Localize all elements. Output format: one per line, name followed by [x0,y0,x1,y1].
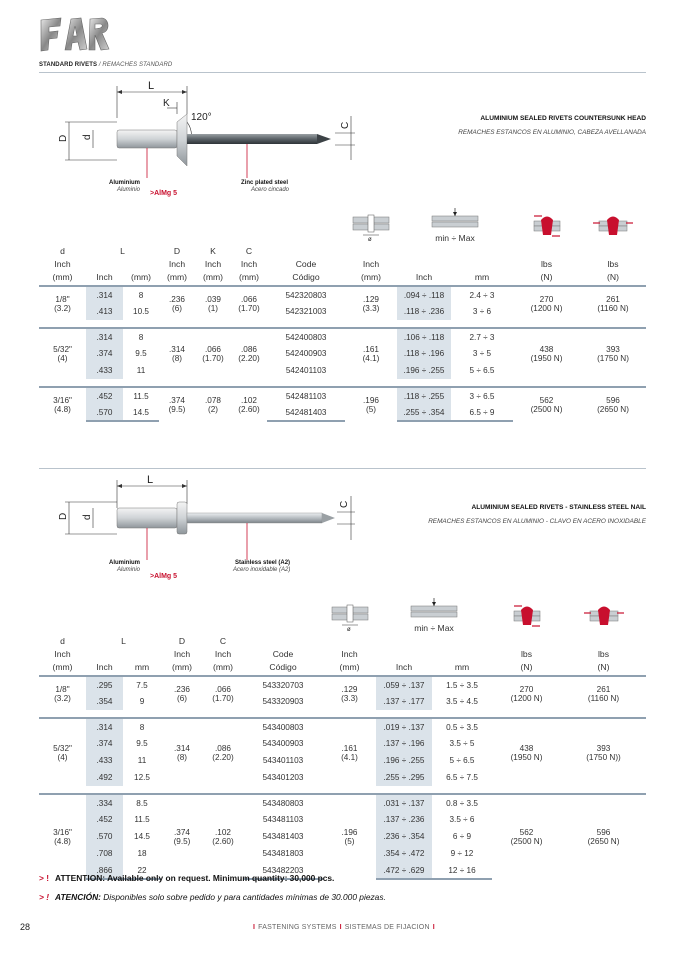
cell-code: 543400803 [243,718,323,735]
page-number: 28 [20,922,31,932]
cell-L-inch: .433 [86,752,123,769]
cell-hole: .129 (3.3) [323,676,376,710]
cell-L-mm: 9 [139,697,145,706]
shear-strength-icon [513,208,580,246]
table-row [39,286,646,303]
cell-L-mm: 14.5 [123,404,159,421]
cell-K: .039 (1) [195,286,231,320]
cell-hole: .161 (4.1) [345,328,397,379]
cell-L-inch: .570 [86,828,123,845]
cell-L-mm: 11 [136,366,146,375]
cell-L-inch: .866 [86,862,123,879]
cell-grip-mm: 6.5 ÷ 9 [451,404,513,421]
cell-grip-mm: 3 ÷ 5 [472,349,492,358]
cell-code: 543401203 [262,773,304,782]
cell-code: 542481403 [267,404,345,421]
cell-d: 1/8" (3.2) [39,676,86,710]
cell-code: 543401103 [262,756,304,765]
dim-d-label: d [82,134,93,140]
cell-d: 5/32" (4) [39,328,86,379]
cell-hole: .196 (5) [323,794,376,879]
col-D-2: D [178,636,186,646]
cell-grip-mm: 3.5 ÷ 5 [449,739,475,748]
cell-L-inch: .295 [86,676,123,693]
col-code: Code [295,259,317,269]
cell-shear: 562 (2500 N) [513,387,580,421]
dim-D-label: D [58,134,69,142]
col-C-2: C [219,636,227,646]
grip-label-2: min ÷ Max [414,623,454,633]
footer: I FASTENING SYSTEMS I SISTEMAS DE FIJACION I [253,924,435,931]
cell-code: 543400903 [262,739,304,748]
cell-L-mm: 8.5 [123,794,161,811]
cell-C: .086 (2.20) [231,328,267,379]
product2-title: ALUMINIUM SEALED RIVETS - STAINLESS STEEL NAIL REMACHES ESTANCOS EN ALUMINIO - CLAVO EN ACERO INOXIDABLE [428,504,646,525]
stainless-nail-rivet-diagram [55,474,375,589]
cell-L-inch: .374 [86,345,123,362]
cell-code: 543481403 [262,832,304,841]
cell-grip-mm: 3 ÷ 6 [472,307,492,316]
attention-en: ATTENTION: Available only on request. Minimum quantity: 30,000 pcs. [55,873,335,883]
cell-grip-inch: .118 ÷ .196 [397,345,451,362]
mandrel-material-label: Zinc plated steel [241,180,289,186]
cell-grip-mm: 1.5 ÷ 3.5 [432,676,492,693]
alloy-label: >AlMg 5 [150,190,178,197]
grip-range-icon [397,208,513,246]
cell-code: 542401103 [285,366,327,375]
col-tensile-2: lbs [598,649,609,659]
cell-L-inch: .314 [86,286,123,303]
dim-L-label-2: L [147,474,154,486]
cell-code: 543320903 [262,697,304,706]
cell-grip-inch: .472 ÷ .629 [376,862,432,879]
cell-L-inch: .314 [86,328,123,345]
dim-d-label-2: d [82,514,93,520]
shear-strength-icon-2 [492,598,561,636]
cell-L-mm: 8 [123,718,161,735]
cell-L-mm: 11.5 [123,387,159,404]
cell-code: 542400903 [285,349,327,358]
countersunk-rivet-diagram [55,78,375,203]
alloy-label-2: >AlMg 5 [150,573,178,580]
grip-label: min ÷ Max [435,233,475,243]
cell-grip-mm: 5 ÷ 6.5 [469,366,495,375]
cell-code: 543481103 [262,815,304,824]
cell-L-mm: 12.5 [134,773,150,782]
cell-C: .066 (1.70) [231,286,267,320]
angle-label: 120° [191,112,212,123]
cell-grip-inch: .031 ÷ .137 [376,794,432,811]
cell-d: 3/16" (4.8) [39,387,86,421]
cell-hole: .196 (5) [345,387,397,421]
cell-code: 542320803 [267,286,345,303]
col-shear: lbs [541,259,552,269]
cell-grip-mm: 0.8 ÷ 3.5 [432,794,492,811]
group-separator [39,379,646,387]
cell-grip-mm: 3.5 ÷ 6 [449,815,475,824]
col-hole-2: Inch [341,649,358,659]
col-tensile: lbs [607,259,619,269]
cell-grip-inch: .255 ÷ .354 [397,404,451,421]
cell-code: 543481803 [262,849,304,858]
cell-code: 542481103 [267,387,345,404]
cell-grip-mm: 9 ÷ 12 [450,849,474,858]
cell-shear: 438 (1950 N) [513,328,580,379]
cell-grip-inch: .118 ÷ .255 [397,387,451,404]
body-material-label-2: Aluminium [109,560,140,566]
cell-L-inch: .452 [86,811,123,828]
cell-shear: 270 (1200 N) [513,286,580,320]
cell-tensile: 261 (1160 N) [561,676,646,710]
col-d-2: d [60,636,65,646]
col-d: d [60,246,65,256]
cell-grip-mm: 0.5 ÷ 3.5 [432,718,492,735]
cell-L-mm: 14.5 [134,832,150,841]
cell-L-mm: 9.5 [135,349,147,358]
col-L-2: L [121,636,126,646]
cell-grip-inch: .106 ÷ .118 [397,328,451,345]
cell-d: 5/32" (4) [39,718,86,786]
tensile-strength-icon-2 [561,598,646,636]
cell-L-inch: .492 [86,769,123,786]
cell-d: 1/8" (3.2) [39,286,86,320]
cell-grip-mm: 2.7 ÷ 3 [451,328,513,345]
cell-grip-inch: .059 ÷ .137 [376,676,432,693]
cell-shear: 438 (1950 N) [492,718,561,786]
attention-note: > ! ATTENTION: Available only on request. Minimum quantity: 30,000 pcs. > ! ATENCIÓN: Disponibles solo sobre pedido y para cantidades mínimas de 30.000 piezas. [39,873,386,902]
cell-L-mm: 10.5 [133,307,149,316]
cell-grip-mm: 6 ÷ 9 [452,832,472,841]
cell-grip-mm: 5 ÷ 6.5 [449,756,475,765]
cell-grip-inch: .137 ÷ .196 [376,735,432,752]
attention-es-label: ATENCIÓN: [55,892,101,902]
cell-L-mm: 11.5 [134,815,150,824]
cell-tensile: 393 (1750 N)) [561,718,646,786]
cell-hole: .129 (3.3) [345,286,397,320]
group-separator [39,320,646,328]
cell-grip-inch: .019 ÷ .137 [376,718,432,735]
group-separator [39,710,646,718]
body-material-es-label-2: Aluminio [117,567,141,573]
cell-L-inch: .354 [86,693,123,710]
cell-grip-inch: .118 ÷ .236 [397,303,451,320]
cell-grip-inch: .255 ÷ .295 [376,769,432,786]
body-material-label: Aluminium [109,180,140,186]
cell-D: .374 (9.5) [159,387,195,421]
cell-L-mm: 11 [137,756,147,765]
grip-range-icon-2 [376,598,492,636]
table-row [39,387,646,404]
cell-grip-mm: 3.5 ÷ 4.5 [446,697,478,706]
cell-grip-mm: 12 ÷ 16 [432,862,492,879]
product1-spec-table: ø min ÷ Max d L D K C Inch Inch Inch Inch Code Inch lbs lbs (mm) Inch (mm) (mm) (mm) (mm) Código (mm) Inch mm (N) (N) 1/8" (3.2) .314 8 .236 (6) .039 (1) .066 (1.70) 542320803 .129 (3.3) .094 ÷ .118 2.4 ÷ 3 270 (1200 N) 261 (1160 N) .413 10.5 542321003 .118 ÷ .236 3 ÷ 6 5/32" (4) .314 8 .314 (8) .066 (1.70) .086 (2.20) 542400803 .161 (4.1) .106 ÷ .118 2.7 ÷ 3 438 (1950 N) 393 (1750 N) .374 9.5 542400903 .118 ÷ .196 3 ÷ 5 .433 11 542401103 .196 ÷ .255 5 ÷ 6.5 3/16" (4.8) .452 11.5 .374 (9.5) .078 (2) .102 (2.60) 542481103 .196 (5) .118 ÷ .255 3 ÷ 6.5 562 (2500 N) 596 (2650 N) .570 14.5 542481403 .255 ÷ .354 6.5 ÷ 9 [39,208,646,422]
cell-D: .236 (6) [161,676,203,710]
col-hole: Inch [362,259,380,269]
top-divider [39,72,646,73]
hole-icon-label: ø [368,237,372,241]
mandrel-material-label-2: Stainless steel (A2) [235,560,291,566]
attention-es-text: Disponibles solo sobre pedido y para cantidades mínimas de 30.000 piezas. [103,892,386,902]
col-C: C [245,246,253,256]
cell-grip-inch: .236 ÷ .354 [376,828,432,845]
mid-divider [39,468,646,469]
dim-K-label: K [163,98,170,109]
cell-code: 543480803 [243,794,323,811]
col-K: K [210,246,216,256]
cell-code: 542321003 [285,307,327,316]
col-shear-2: lbs [521,649,532,659]
cell-C: .086 (2.20) [203,718,243,786]
dim-C-label-2: C [339,500,350,508]
cell-C: .102 (2.60) [203,794,243,879]
cell-grip-inch: .354 ÷ .472 [376,845,432,862]
cell-shear: 270 (1200 N) [492,676,561,710]
table-row [39,328,646,345]
cell-L-mm: 7.5 [123,676,161,693]
cell-D: .374 (9.5) [161,794,203,879]
cell-L-mm: 18 [137,849,147,858]
cell-L-mm: 22 [123,862,161,879]
cell-grip-inch: .196 ÷ .255 [376,752,432,769]
cell-D: .314 (8) [159,328,195,379]
cell-C: .102 (2.60) [231,387,267,421]
cell-L-inch: .570 [86,404,123,421]
cell-D: .314 (8) [161,718,203,786]
cell-K: .078 (2) [195,387,231,421]
cell-d: 3/16" (4.8) [39,794,86,879]
far-logo [39,16,111,54]
cell-shear: 562 (2500 N) [492,794,561,879]
cell-K: .066 (1.70) [195,328,231,379]
col-L: L [120,246,125,256]
cell-tensile: 596 (2650 N) [561,794,646,879]
cell-D: .236 (6) [159,286,195,320]
table-row [39,718,646,735]
cell-L-mm: 8 [123,328,159,345]
dim-D-label-2: D [58,512,69,520]
cell-grip-inch: .137 ÷ .236 [376,811,432,828]
hole-icon-label-2: ø [346,627,351,631]
cell-grip-mm: 2.4 ÷ 3 [451,286,513,303]
col-code-2: Code [272,649,294,659]
hole-diameter-icon-2 [323,598,376,636]
cell-code: 542400803 [267,328,345,345]
cell-grip-inch: .196 ÷ .255 [397,362,451,379]
cell-code: 543482203 [243,862,323,879]
mandrel-material-es-label: Acero cincado [251,187,290,193]
table-row [39,676,646,693]
hole-diameter-icon [345,208,397,246]
cell-code: 543320703 [243,676,323,693]
cell-L-inch: .334 [86,794,123,811]
cell-L-mm: 9.5 [136,739,148,748]
cell-L-inch: .433 [86,362,123,379]
cell-L-inch: .413 [86,303,123,320]
section-label: STANDARD RIVETS / REMACHES STANDARD [39,62,173,68]
mandrel-material-es-label-2: Acero inoxidable (A2) [233,567,291,573]
product1-title: ALUMINIUM SEALED RIVETS COUNTERSUNK HEAD REMACHES ESTANCOS EN ALUMINIO, CABEZA AVELLANADA [458,115,646,136]
cell-hole: .161 (4.1) [323,718,376,786]
cell-grip-mm: 6.5 ÷ 7.5 [446,773,478,782]
cell-grip-mm: 3 ÷ 6.5 [451,387,513,404]
cell-C: .066 (1.70) [203,676,243,710]
group-separator [39,786,646,794]
product2-spec-table: ø min ÷ Max d L D C Inch Inch Inch Code Inch lbs lbs (mm) Inch mm (mm) (mm) Código (mm) Inch mm (N) (N) 1/8" (3.2) .295 7.5 .236 (6) .066 (1.70) 543320703 .129 (3.3) .059 ÷ .137 1.5 ÷ 3.5 270 (1200 N) 261 (1160 N) .354 9 543320903 .137 ÷ .177 3.5 ÷ 4.5 5/32" (4) .314 8 .314 (8) .086 (2.20) 543400803 .161 (4.1) .019 ÷ .137 0.5 ÷ 3.5 438 (1950 N) 393 (1750 N)) .374 9.5 543400903 .137 ÷ .196 3.5 ÷ 5 .433 11 543401103 .196 ÷ .255 5 ÷ 6.5 .492 12.5 543401203 .255 ÷ .295 6.5 ÷ 7.5 3/16" (4.8) .334 8.5 .374 (9.5) .102 (2.60) 543480803 .196 (5) .031 ÷ .137 0.8 ÷ 3.5 562 (2500 N) 596 (2650 N) .452 11.5 543481103 .137 ÷ .236 3.5 ÷ 6 .570 14.5 543481403 .236 ÷ .354 6 ÷ 9 .708 18 543481803 .354 ÷ .472 9 ÷ 12 .866 22 543482203 .472 ÷ .629 12 ÷ 16 [39,598,646,880]
col-D: D [173,246,181,256]
body-material-es-label: Aluminio [117,187,141,193]
cell-grip-inch: .094 ÷ .118 [397,286,451,303]
dim-C-label: C [340,121,351,129]
dim-L-label: L [148,80,155,92]
cell-tensile: 596 (2650 N) [580,387,646,421]
cell-L-inch: .452 [86,387,123,404]
cell-L-inch: .708 [86,845,123,862]
cell-L-inch: .314 [86,718,123,735]
cell-tensile: 261 (1160 N) [580,286,646,320]
table-row [39,794,646,811]
cell-L-inch: .374 [86,735,123,752]
cell-grip-inch: .137 ÷ .177 [376,693,432,710]
tensile-strength-icon [580,208,646,246]
cell-L-mm: 8 [123,286,159,303]
cell-tensile: 393 (1750 N) [580,328,646,379]
